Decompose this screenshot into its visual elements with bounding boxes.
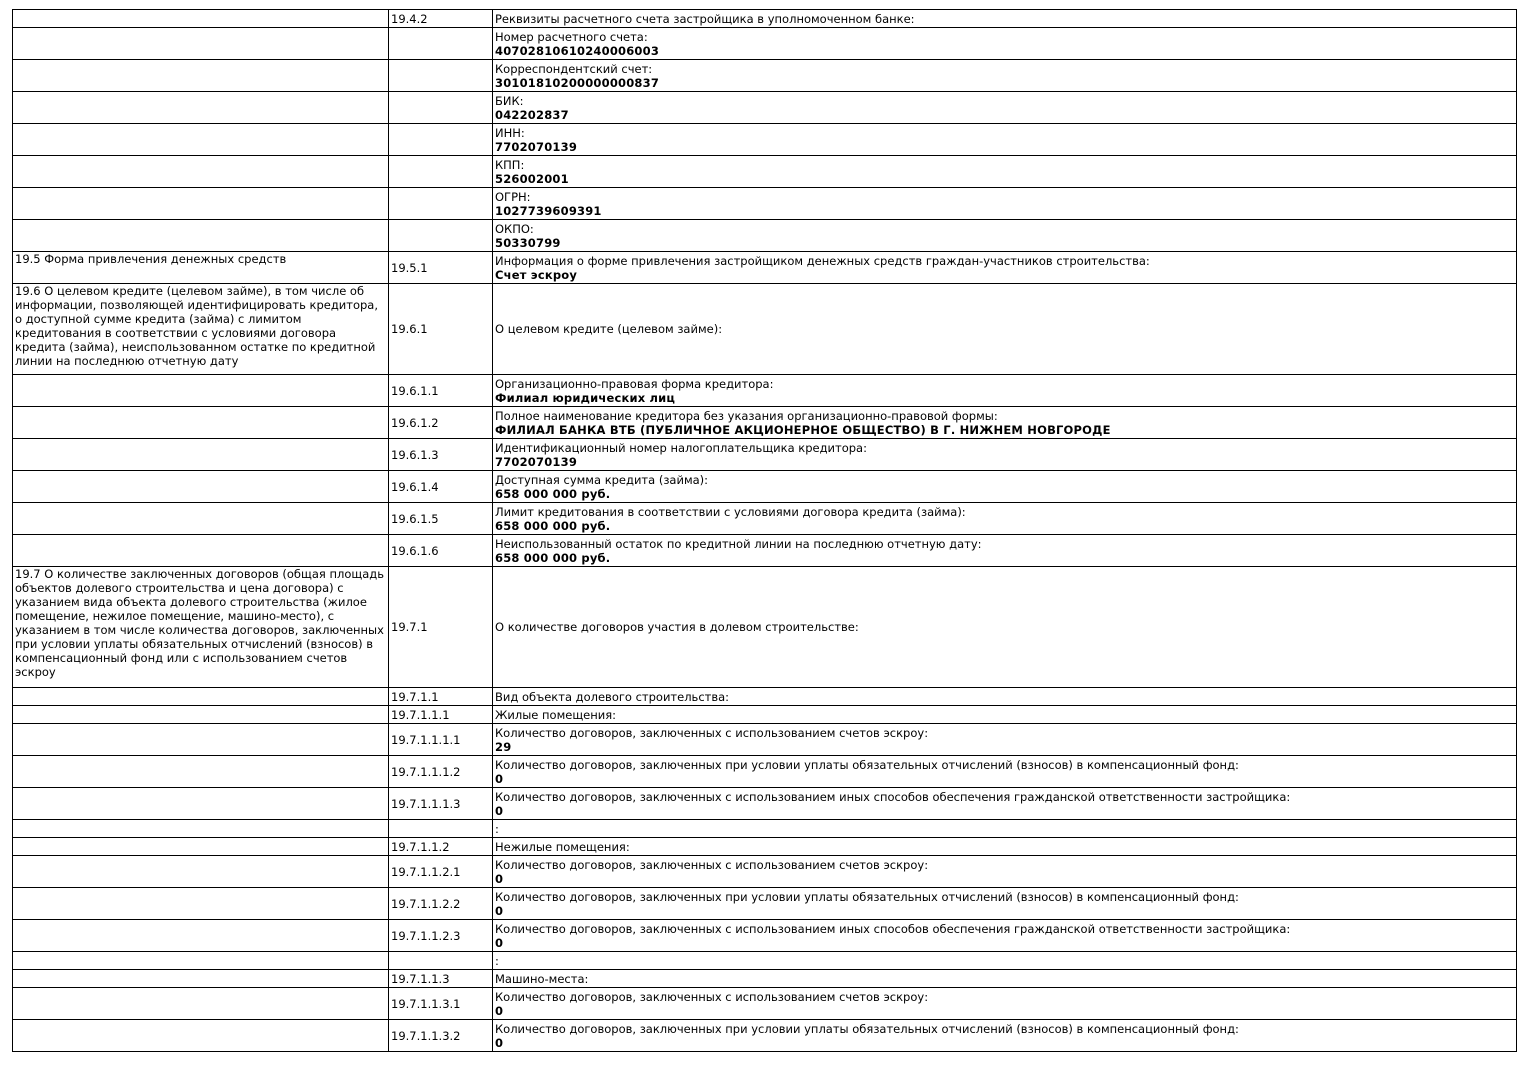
section-title-cell (13, 60, 389, 92)
item-value: 1027739609391 (495, 203, 602, 218)
item-label: ОКПО: (495, 221, 534, 236)
table-row (13, 124, 1517, 156)
item-content-cell (493, 439, 1517, 471)
table-row (13, 439, 1517, 471)
table-row (13, 471, 1517, 503)
item-value: 50330799 (495, 235, 561, 250)
item-content-cell (493, 503, 1517, 535)
item-code-cell (389, 820, 493, 838)
item-content-cell (493, 788, 1517, 820)
item-value: 29 (495, 739, 512, 754)
section-title-cell (13, 706, 389, 724)
item-label: Номер расчетного счета: (495, 29, 648, 44)
item-content-cell (493, 252, 1517, 284)
item-value: 0 (495, 935, 504, 950)
section-title: 19.6 О целевом кредите (целевом займе), в том числе об информации, позволяющей идентифицировать кредитора, о доступной сумме кредита (займа) с лимитом кредитования в соответствии с условиями договора кредита (займа), неиспользованном остатке по кредитной линии на последнюю отчетную дату (15, 284, 379, 368)
table-row (13, 28, 1517, 60)
item-code: 19.6.1.4 (391, 479, 439, 494)
item-content-cell (493, 756, 1517, 788)
declaration-table (12, 9, 1517, 1052)
item-code-cell (389, 788, 493, 820)
item-code: 19.7.1.1.2 (391, 839, 450, 854)
item-label: ИНН: (495, 125, 525, 140)
item-content-cell (493, 888, 1517, 920)
table-row (13, 284, 1517, 375)
item-label: : (495, 953, 499, 968)
section-title-cell (13, 1020, 389, 1052)
section-title-cell (13, 724, 389, 756)
item-code-cell (389, 1020, 493, 1052)
item-content-cell (493, 188, 1517, 220)
section-title-cell (13, 503, 389, 535)
item-value: 0 (495, 771, 504, 786)
item-code: 19.5.1 (391, 260, 428, 275)
item-content-cell (493, 284, 1517, 375)
table-row (13, 375, 1517, 407)
item-code-cell (389, 60, 493, 92)
item-content-cell (493, 920, 1517, 952)
item-content-cell (493, 375, 1517, 407)
table-row (13, 567, 1517, 688)
item-label: КПП: (495, 157, 525, 172)
item-label: : (495, 821, 499, 836)
table-row (13, 856, 1517, 888)
item-value: 30101810200000000837 (495, 75, 660, 90)
item-label: Количество договоров, заключенных с использованием иных способов обеспечения гражданской ответственности застройщика: (495, 789, 1291, 804)
item-code-cell (389, 10, 493, 28)
item-code: 19.6.1.6 (391, 543, 439, 558)
table-row (13, 688, 1517, 706)
item-value: 7702070139 (495, 454, 578, 469)
item-code: 19.6.1.2 (391, 415, 439, 430)
item-content-cell (493, 567, 1517, 688)
item-label: Идентификационный номер налогоплательщика кредитора: (495, 440, 867, 455)
item-value: 0 (495, 1035, 504, 1050)
section-title-cell (13, 252, 389, 284)
table-row (13, 503, 1517, 535)
item-code-cell (389, 988, 493, 1020)
item-code-cell (389, 952, 493, 970)
item-value: 658 000 000 руб. (495, 550, 611, 565)
item-code-cell (389, 284, 493, 375)
item-code-cell (389, 888, 493, 920)
item-code: 19.6.1 (391, 322, 428, 336)
section-title-cell (13, 567, 389, 688)
item-value: 526002001 (495, 171, 569, 186)
table-row (13, 706, 1517, 724)
item-value: ФИЛИАЛ БАНКА ВТБ (ПУБЛИЧНОЕ АКЦИОНЕРНОЕ ОБЩЕСТВО) В Г. НИЖНЕМ НОВГОРОДЕ (495, 422, 1111, 437)
section-title-cell (13, 375, 389, 407)
item-label: Количество договоров, заключенных с использованием счетов эскроу: (495, 989, 929, 1004)
section-title-cell (13, 284, 389, 375)
item-code-cell (389, 28, 493, 60)
item-code: 19.6.1.1 (391, 383, 439, 398)
item-code: 19.7.1.1.1.2 (391, 764, 461, 779)
item-label: Количество договоров, заключенных с использованием иных способов обеспечения гражданской ответственности застройщика: (495, 921, 1291, 936)
item-code: 19.4.2 (391, 11, 428, 26)
item-code-cell (389, 188, 493, 220)
item-code: 19.7.1.1 (391, 689, 439, 704)
table-row (13, 988, 1517, 1020)
table-row (13, 820, 1517, 838)
item-code-cell (389, 252, 493, 284)
section-title-cell (13, 188, 389, 220)
section-title-cell (13, 920, 389, 952)
item-label: Вид объекта долевого строительства: (495, 689, 730, 704)
item-content-cell (493, 724, 1517, 756)
table-row (13, 252, 1517, 284)
item-code-cell (389, 407, 493, 439)
table-body (13, 10, 1517, 1052)
item-label: Доступная сумма кредита (займа): (495, 472, 709, 487)
section-title-cell (13, 92, 389, 124)
item-code-cell (389, 220, 493, 252)
item-value: 7702070139 (495, 139, 578, 154)
section-title-cell (13, 407, 389, 439)
section-title-cell (13, 10, 389, 28)
item-label: Количество договоров, заключенных при условии уплаты обязательных отчислений (взносов) в компенсационный фонд: (495, 1021, 1239, 1036)
section-title-cell (13, 439, 389, 471)
item-content-cell (493, 856, 1517, 888)
section-title-cell (13, 471, 389, 503)
item-label: Неиспользованный остаток по кредитной линии на последнюю отчетную дату: (495, 536, 982, 551)
item-content-cell (493, 124, 1517, 156)
item-content-cell (493, 10, 1517, 28)
item-label: Лимит кредитования в соответствии с условиями договора кредита (займа): (495, 504, 966, 519)
item-content-cell (493, 28, 1517, 60)
item-code-cell (389, 156, 493, 188)
item-code-cell (389, 756, 493, 788)
item-content-cell (493, 471, 1517, 503)
table-row (13, 756, 1517, 788)
item-content-cell (493, 988, 1517, 1020)
item-code-cell (389, 724, 493, 756)
item-label: Жилые помещения: (495, 707, 617, 722)
item-code-cell (389, 92, 493, 124)
table-row (13, 220, 1517, 252)
table-row (13, 92, 1517, 124)
table-row (13, 156, 1517, 188)
section-title-cell (13, 970, 389, 988)
table-row (13, 1020, 1517, 1052)
section-title-cell (13, 788, 389, 820)
item-label: БИК: (495, 93, 524, 108)
item-label: О целевом кредите (целевом займе): (495, 322, 723, 336)
item-code-cell (389, 706, 493, 724)
item-content-cell (493, 92, 1517, 124)
item-content-cell (493, 820, 1517, 838)
item-code-cell (389, 471, 493, 503)
item-content-cell (493, 407, 1517, 439)
item-code-cell (389, 439, 493, 471)
item-code-cell (389, 970, 493, 988)
item-label: Количество договоров, заключенных при условии уплаты обязательных отчислений (взносов) в компенсационный фонд: (495, 889, 1239, 904)
item-code: 19.7.1.1.2.2 (391, 896, 461, 911)
item-label: ОГРН: (495, 189, 531, 204)
table-row (13, 788, 1517, 820)
item-content-cell (493, 838, 1517, 856)
section-title-cell (13, 124, 389, 156)
table-row (13, 952, 1517, 970)
table-row (13, 10, 1517, 28)
item-content-cell (493, 156, 1517, 188)
item-content-cell (493, 1020, 1517, 1052)
section-title-cell (13, 838, 389, 856)
section-title-cell (13, 688, 389, 706)
section-title-cell (13, 856, 389, 888)
item-label: Количество договоров, заключенных при условии уплаты обязательных отчислений (взносов) в компенсационный фонд: (495, 757, 1239, 772)
item-content-cell (493, 688, 1517, 706)
section-title-cell (13, 988, 389, 1020)
item-content-cell (493, 706, 1517, 724)
item-label: Машино-места: (495, 971, 589, 986)
item-label: Реквизиты расчетного счета застройщика в уполномоченном банке: (495, 11, 915, 26)
item-code: 19.6.1.5 (391, 511, 439, 526)
item-code: 19.7.1 (391, 620, 428, 634)
section-title-cell (13, 156, 389, 188)
item-content-cell (493, 970, 1517, 988)
item-content-cell (493, 952, 1517, 970)
item-code-cell (389, 920, 493, 952)
item-code: 19.7.1.1.3.2 (391, 1028, 461, 1043)
item-label: О количестве договоров участия в долевом строительстве: (495, 620, 859, 634)
item-value: 658 000 000 руб. (495, 486, 611, 501)
item-code: 19.7.1.1.1.3 (391, 796, 461, 811)
table-row (13, 970, 1517, 988)
table-row (13, 60, 1517, 92)
table-row (13, 188, 1517, 220)
table-row (13, 724, 1517, 756)
item-content-cell (493, 220, 1517, 252)
item-content-cell (493, 535, 1517, 567)
item-code-cell (389, 838, 493, 856)
item-label: Полное наименование кредитора без указания организационно-правовой формы: (495, 408, 998, 423)
item-value: 0 (495, 871, 504, 886)
table-row (13, 838, 1517, 856)
table-row (13, 888, 1517, 920)
item-label: Количество договоров, заключенных с использованием счетов эскроу: (495, 725, 929, 740)
section-title-cell (13, 888, 389, 920)
table-row (13, 407, 1517, 439)
section-title-cell (13, 220, 389, 252)
item-content-cell (493, 60, 1517, 92)
item-label: Количество договоров, заключенных с использованием счетов эскроу: (495, 857, 929, 872)
section-title-cell (13, 756, 389, 788)
item-code-cell (389, 856, 493, 888)
item-value: 658 000 000 руб. (495, 518, 611, 533)
item-code-cell (389, 688, 493, 706)
item-code: 19.7.1.1.3 (391, 971, 450, 986)
item-value: 0 (495, 903, 504, 918)
section-title-cell (13, 820, 389, 838)
item-code-cell (389, 567, 493, 688)
item-label: Нежилые помещения: (495, 839, 630, 854)
table-row (13, 535, 1517, 567)
item-value: 0 (495, 803, 504, 818)
item-code: 19.7.1.1.1 (391, 707, 450, 722)
item-value: 0 (495, 1003, 504, 1018)
item-code: 19.7.1.1.1.1 (391, 732, 461, 747)
section-title-cell (13, 535, 389, 567)
item-label: Корреспондентский счет: (495, 61, 653, 76)
section-title: 19.5 Форма привлечения денежных средств (15, 252, 287, 266)
item-label: Организационно-правовая форма кредитора: (495, 376, 774, 391)
item-code-cell (389, 124, 493, 156)
item-value: 40702810610240006003 (495, 43, 660, 58)
item-label: Информация о форме привлечения застройщиком денежных средств граждан-участников строительства: (495, 253, 1150, 268)
item-code: 19.6.1.3 (391, 447, 439, 462)
section-title: 19.7 О количестве заключенных договоров (общая площадь объектов долевого строительства и цена договора) с указанием вида объекта долевого строительства (жилое помещение, нежилое помещение, машино-место), с указанием в том числе количества договоров, заключенных при условии уплаты обязательных отчислений (взносов) в компенсационный фонд или с использованием счетов эскроу (15, 567, 384, 679)
item-code: 19.7.1.1.3.1 (391, 996, 461, 1011)
section-title-cell (13, 28, 389, 60)
item-value: Счет эскроу (495, 267, 578, 282)
item-code-cell (389, 375, 493, 407)
section-title-cell (13, 952, 389, 970)
table-row (13, 920, 1517, 952)
item-code: 19.7.1.1.2.3 (391, 928, 461, 943)
item-value: 042202837 (495, 107, 569, 122)
item-code-cell (389, 535, 493, 567)
item-code-cell (389, 503, 493, 535)
item-value: Филиал юридических лиц (495, 390, 676, 405)
item-code: 19.7.1.1.2.1 (391, 864, 461, 879)
